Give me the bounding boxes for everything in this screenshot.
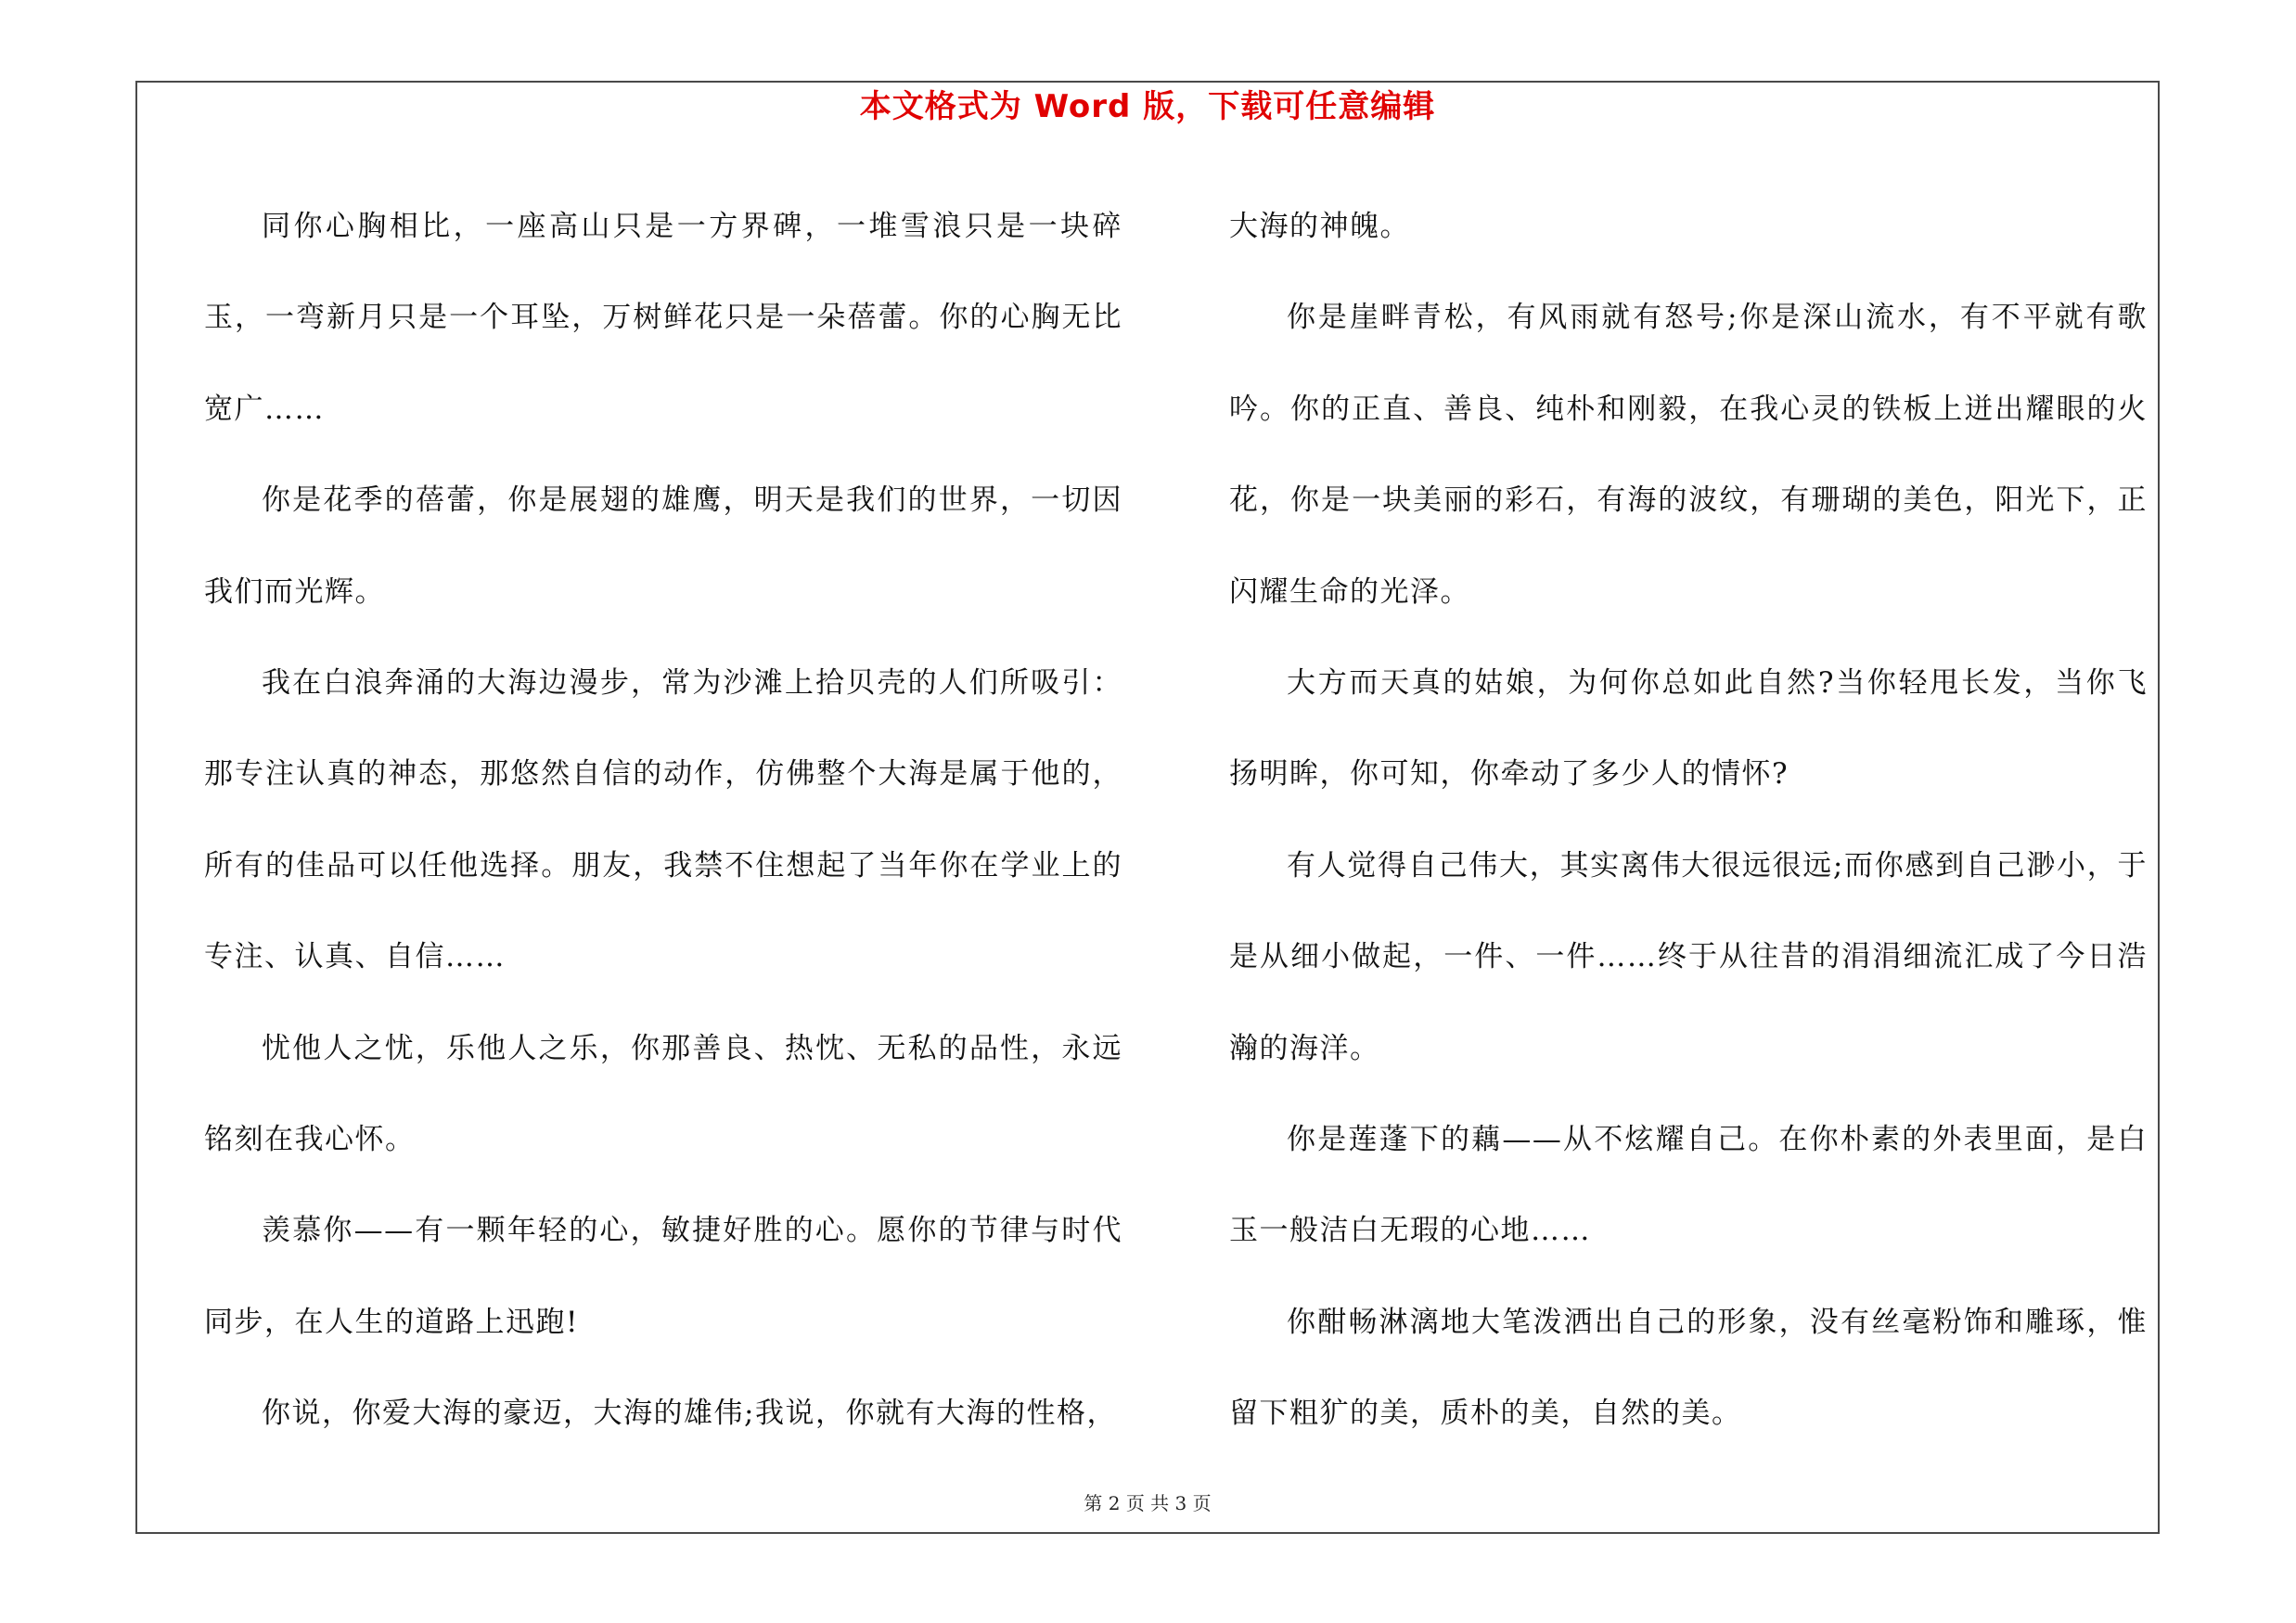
paragraph: 你酣畅淋漓地大笔泼洒出自己的形象，没有丝毫粉饰和雕琢，惟留下粗犷的美，质朴的美，自然的美。 xyxy=(1229,1305,2148,1431)
right-column xyxy=(1229,181,2148,1460)
paragraph: 大方而天真的姑娘，为何你总如此自然?当你轻甩长发，当你飞扬明眸，你可知，你牵动了多少人的情怀? xyxy=(1229,666,2148,792)
paragraph: 大海的神魄。 xyxy=(1229,210,1410,243)
page-number-footer: 第 2 页 共 3 页 xyxy=(1084,1492,1212,1514)
paragraph: 羡慕你——有一颗年轻的心，敏捷好胜的心。愿你的节律与时代同步，在人生的道路上迅跑! xyxy=(204,1214,1122,1339)
paragraph: 我在白浪奔涌的大海边漫步，常为沙滩上拾贝壳的人们所吸引：那专注认真的神态，那悠然自信的动作，仿佛整个大海是属于他的，所有的佳品可以任他选择。朋友，我禁不住想起了当年你在学业上的专注、认真、自信…… xyxy=(204,666,1122,974)
paragraph: 你说，你爱大海的豪迈，大海的雄伟;我说，你就有大海的性格， xyxy=(262,1397,1117,1431)
paragraph: 你是崖畔青松，有风雨就有怒号;你是深山流水，有不平就有歌吟。你的正直、善良、纯朴和刚毅，在我心灵的铁板上迸出耀眼的火花，你是一块美丽的彩石，有海的波纹，有珊瑚的美色，阳光下，正闪耀生命的光泽。 xyxy=(1229,301,2148,609)
paragraph: 同你心胸相比，一座高山只是一方界碑，一堆雪浪只是一块碎玉，一弯新月只是一个耳坠，万树鲜花只是一朵蓓蕾。你的心胸无比宽广…… xyxy=(204,210,1122,426)
paragraph: 忧他人之忧，乐他人之乐，你那善良、热忱、无私的品性，永远铭刻在我心怀。 xyxy=(204,1031,1122,1157)
paragraph: 你是莲蓬下的藕——从不炫耀自己。在你朴素的外表里面，是白玉一般洁白无瑕的心地…… xyxy=(1229,1123,2148,1248)
document-header-banner: 本文格式为 Word 版，下载可任意编辑 xyxy=(859,88,1436,125)
paragraph: 你是花季的蓓蕾，你是展翅的雄鹰，明天是我们的世界，一切因我们而光辉。 xyxy=(204,483,1122,609)
left-column xyxy=(204,181,1122,1460)
paragraph: 有人觉得自己伟大，其实离伟大很远很远;而你感到自己渺小，于是从细小做起，一件、一件……终于从往昔的涓涓细流汇成了今日浩瀚的海洋。 xyxy=(1229,848,2148,1065)
